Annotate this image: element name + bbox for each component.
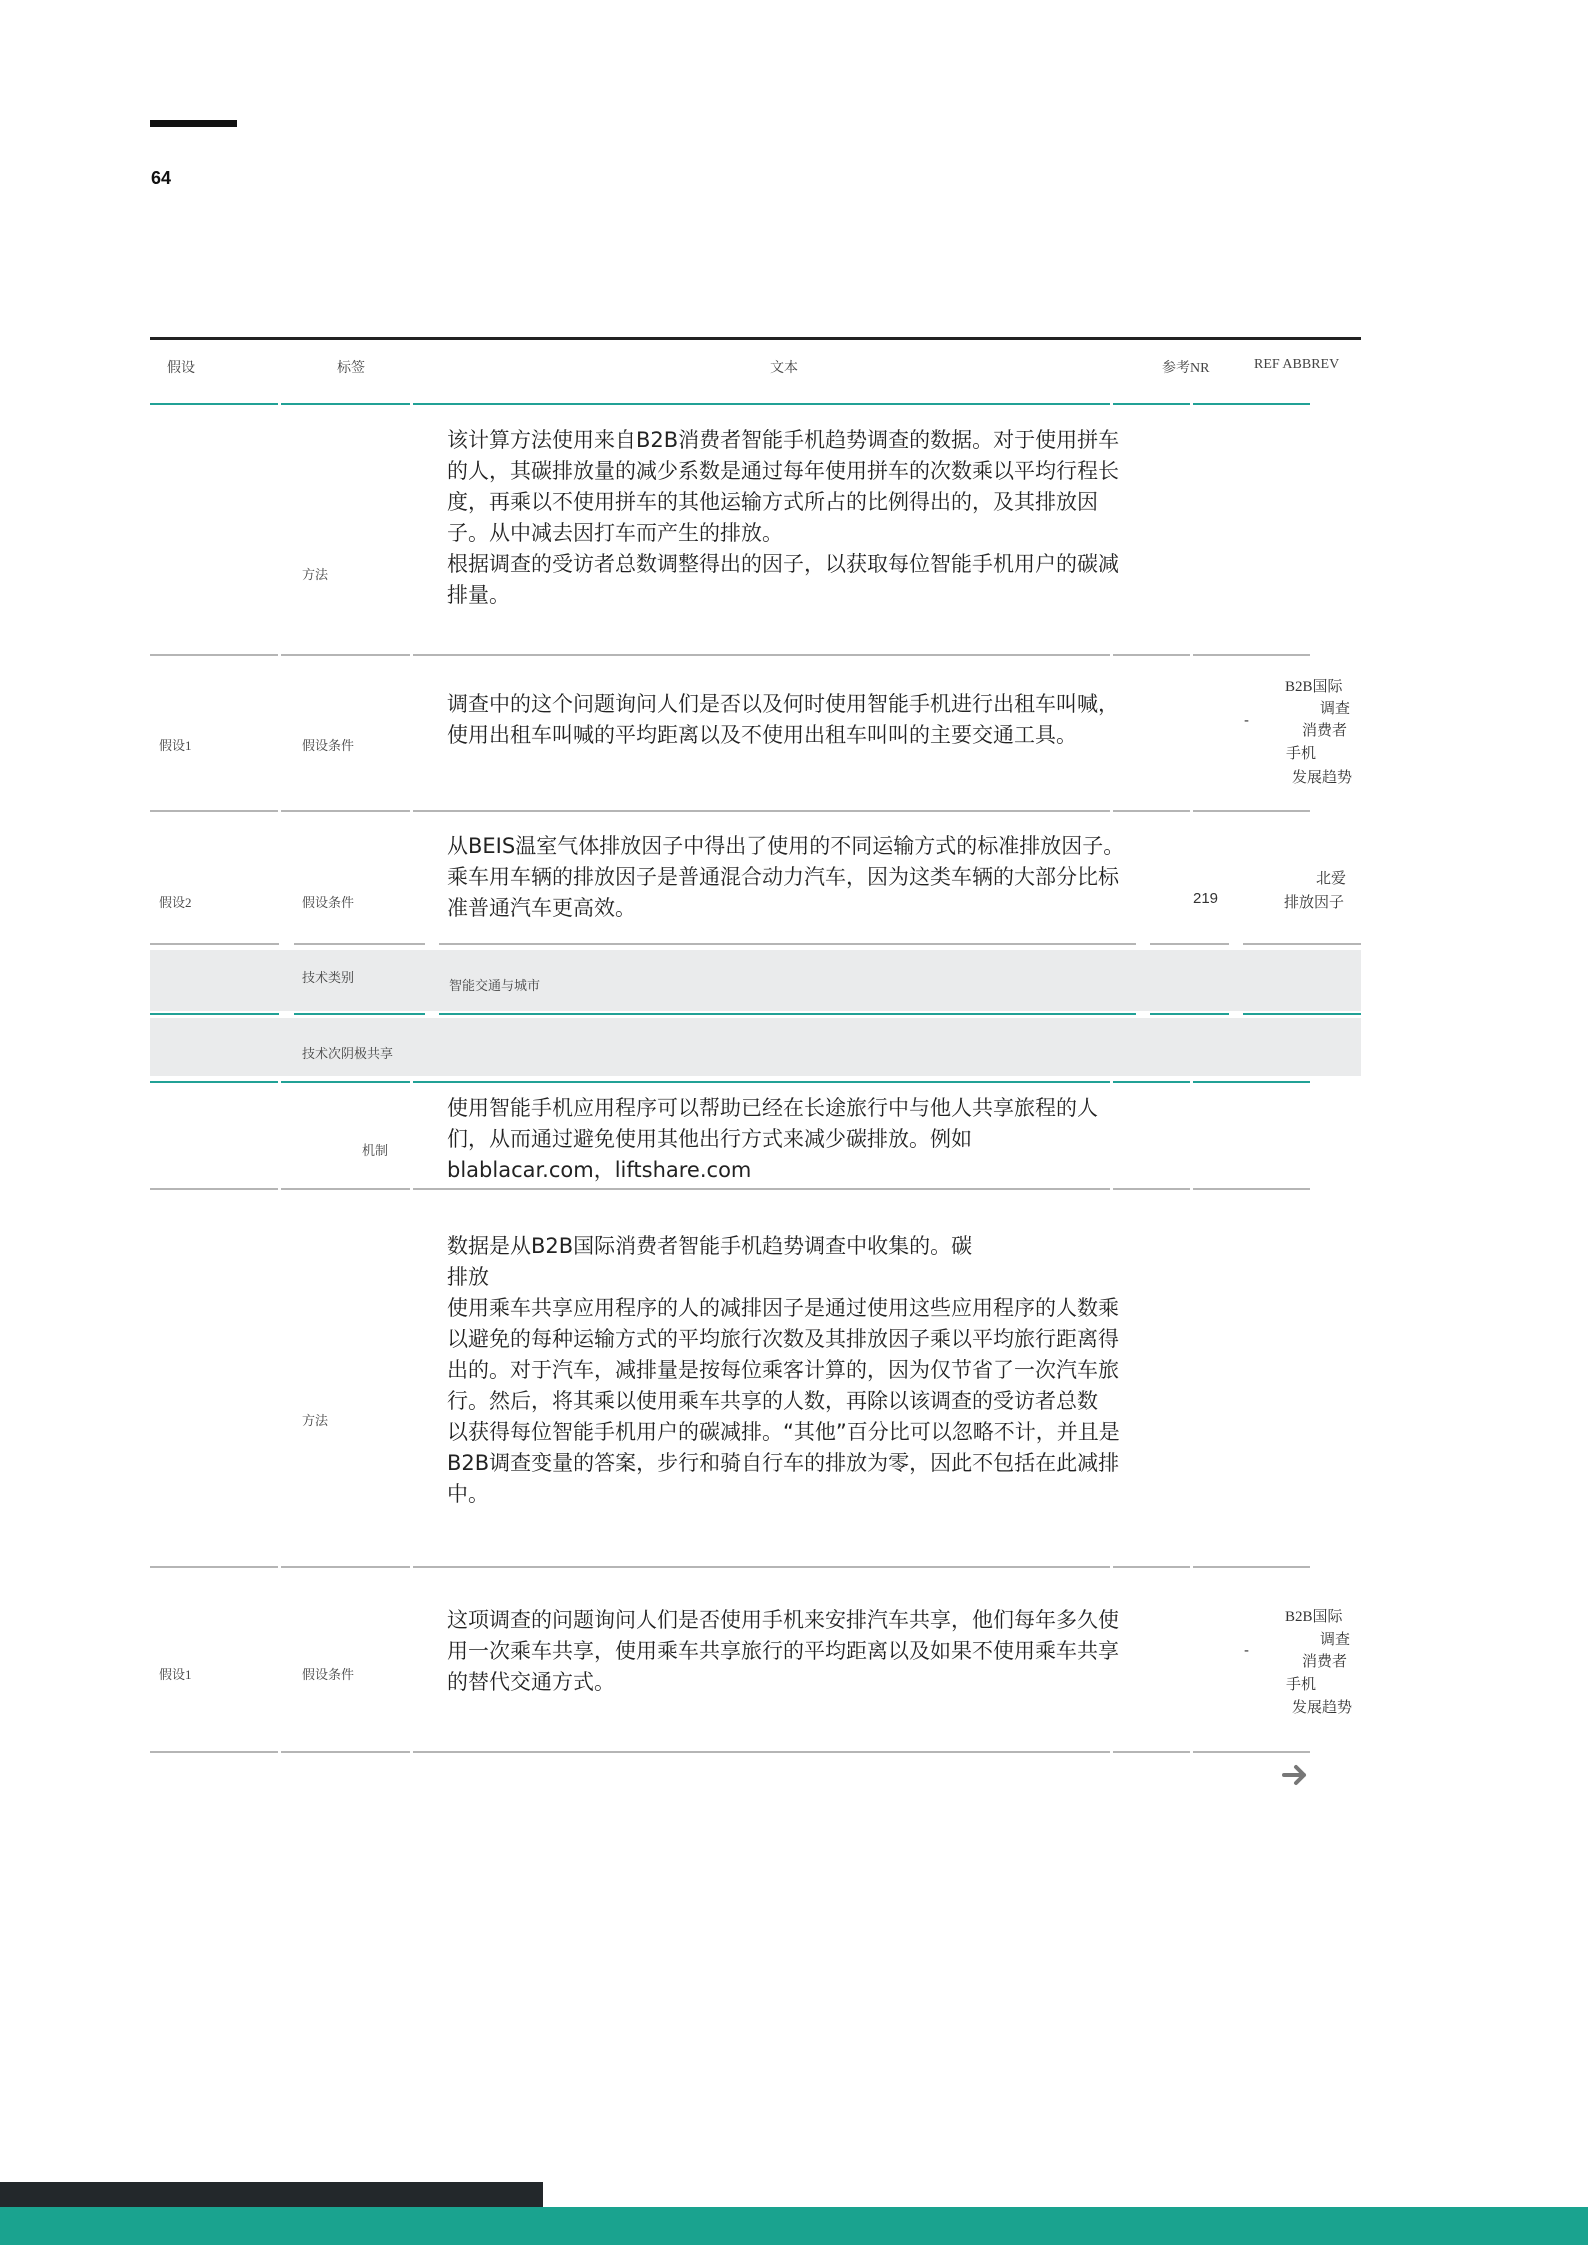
row-divider xyxy=(150,943,279,945)
header-rule xyxy=(150,120,237,127)
row-divider xyxy=(150,1566,278,1568)
row-divider xyxy=(281,1188,410,1190)
row-divider xyxy=(1193,1188,1310,1190)
ref-number: - xyxy=(1244,712,1249,729)
text-paragraph: 使用乘车共享应用程序的人的减排因子是通过使用这些应用程序的人数乘以避免的每种运输方式的平均旅行次数及其排放因子乘以平均旅行距离得出的。对于汽车，减排量是按每位乘客计算的，因为仅节省了一次汽车旅行。然后，将其乘以使用乘车共享的人数，再除以该调查的受访者总数 xyxy=(447,1296,1119,1413)
row-divider xyxy=(281,1751,410,1753)
row-divider xyxy=(150,1013,279,1015)
row-text: 智能交通与城市 xyxy=(449,978,541,993)
ref-abbrev-line: 排放因子 xyxy=(1284,895,1345,911)
row-assumption: 假设1 xyxy=(159,1667,192,1682)
row-divider xyxy=(439,1013,1136,1015)
row-divider xyxy=(150,1188,278,1190)
page-number: 64 xyxy=(151,168,172,188)
footer-teal-bar xyxy=(0,2207,1588,2245)
row-divider xyxy=(1193,1566,1310,1568)
row-divider xyxy=(413,1751,1110,1753)
header-assumption: 假设 xyxy=(167,361,195,376)
header-label: 标签 xyxy=(337,361,365,376)
row-divider xyxy=(1113,654,1190,656)
row-label: 假设条件 xyxy=(302,895,355,910)
row-divider xyxy=(413,1081,1110,1083)
footer-dark-bar xyxy=(0,2182,543,2207)
header-divider xyxy=(1113,403,1190,405)
ref-abbrev-line: B2B国际 xyxy=(1285,1609,1343,1625)
text-paragraph: 数据是从B2B国际消费者智能手机趋势调查中收集的。碳 xyxy=(447,1234,973,1258)
row-label: 技术次阴极共享 xyxy=(302,1046,394,1061)
header-ref-abbrev: REF ABBREV xyxy=(1254,357,1340,372)
row-text xyxy=(447,425,1127,611)
header-divider xyxy=(413,403,1110,405)
ref-abbrev-line: B2B国际 xyxy=(1285,679,1343,695)
ref-abbrev-line: 消费者 xyxy=(1302,723,1348,739)
row-divider xyxy=(1193,1081,1310,1083)
ref-abbrev-line: 发展趋势 xyxy=(1292,1700,1353,1716)
row-text: 这项调查的问题询问人们是否使用手机来安排汽车共享，他们每年多久使用一次乘车共享，使用乘车共享旅行的平均距离以及如果不使用乘车共享的替代交通方式。 xyxy=(447,1608,1119,1694)
row-divider xyxy=(413,1566,1110,1568)
ref-abbrev-line: 手机 xyxy=(1286,746,1317,762)
row-divider xyxy=(281,810,410,812)
text-paragraph: 排放 xyxy=(447,1265,489,1289)
row-divider xyxy=(1113,1751,1190,1753)
row-text: 使用智能手机应用程序可以帮助已经在长途旅行中与他人共享旅程的人们，从而通过避免使用其他出行方式来减少碳排放。例如blablacar.com，liftshare.com xyxy=(447,1096,1098,1182)
row-divider xyxy=(439,943,1136,945)
header-ref-nr: 参考NR xyxy=(1162,361,1210,376)
arrow-right-icon[interactable] xyxy=(1280,1760,1310,1790)
row-label: 技术类别 xyxy=(302,970,355,985)
row-text: 从BEIS温室气体排放因子中得出了使用的不同运输方式的标准排放因子。乘车用车辆的排放因子是普通混合动力汽车，因为这类车辆的大部分比标准普通汽车更高效。 xyxy=(447,834,1125,920)
row-label: 假设条件 xyxy=(302,738,355,753)
row-divider xyxy=(1113,810,1190,812)
row-divider xyxy=(294,1013,425,1015)
ref-abbrev-line: 手机 xyxy=(1286,1677,1317,1693)
row-divider xyxy=(281,1081,410,1083)
row-divider xyxy=(1193,810,1310,812)
row-assumption: 假设1 xyxy=(159,738,192,753)
header-divider xyxy=(281,403,410,405)
row-divider xyxy=(1113,1081,1190,1083)
text-paragraph: 根据调查的受访者总数调整得出的因子，以获取每位智能手机用户的碳减排量。 xyxy=(447,552,1119,607)
table-top-rule xyxy=(150,337,1361,340)
row-text xyxy=(447,1231,1127,1510)
row-divider xyxy=(413,654,1110,656)
ref-abbrev-line: 消费者 xyxy=(1302,1654,1348,1670)
row-divider xyxy=(294,943,425,945)
row-divider xyxy=(150,1751,278,1753)
row-divider xyxy=(1150,943,1229,945)
row-divider xyxy=(150,810,278,812)
ref-abbrev-line: 发展趋势 xyxy=(1292,770,1353,786)
row-label: 假设条件 xyxy=(302,1667,355,1682)
ref-number: 219 xyxy=(1193,890,1219,907)
row-label: 方法 xyxy=(302,1413,329,1428)
row-divider xyxy=(281,654,410,656)
ref-abbrev-line: 北爱 xyxy=(1316,871,1347,887)
text-paragraph: 该计算方法使用来自B2B消费者智能手机趋势调查的数据。对于使用拼车的人，其碳排放量的减少系数是通过每年使用拼车的次数乘以平均行程长度，再乘以不使用拼车的其他运输方式所占的比例得出的，及其排放因子。从中减去因打车而产生的排放。 xyxy=(447,428,1120,545)
row-divider xyxy=(1193,1751,1310,1753)
ref-number: - xyxy=(1244,1642,1249,1659)
row-label: 方法 xyxy=(302,567,329,582)
row-assumption: 假设2 xyxy=(159,895,192,910)
header-text: 文本 xyxy=(770,361,798,376)
ref-abbrev-line: 调查 xyxy=(1320,701,1351,717)
header-divider xyxy=(150,403,278,405)
row-divider xyxy=(1113,1188,1190,1190)
row-label: 机制 xyxy=(362,1143,389,1158)
row-divider xyxy=(1193,654,1310,656)
row-divider xyxy=(1243,1013,1361,1015)
row-divider xyxy=(281,1566,410,1568)
row-divider xyxy=(413,1188,1110,1190)
row-divider xyxy=(1113,1566,1190,1568)
header-divider xyxy=(1193,403,1310,405)
ref-abbrev-line: 调查 xyxy=(1320,1632,1351,1648)
row-divider xyxy=(150,1081,278,1083)
row-divider xyxy=(413,810,1110,812)
text-paragraph: 以获得每位智能手机用户的碳减排。“其他”百分比可以忽略不计，并且是B2B调查变量的答案，步行和骑自行车的排放为零，因此不包括在此减排中。 xyxy=(447,1420,1120,1506)
row-divider xyxy=(150,654,278,656)
row-divider xyxy=(1243,943,1361,945)
row-text: 调查中的这个问题询问人们是否以及何时使用智能手机进行出租车叫喊，使用出租车叫喊的平均距离以及不使用出租车叫叫的主要交通工具。 xyxy=(447,692,1119,747)
row-divider xyxy=(1150,1013,1229,1015)
